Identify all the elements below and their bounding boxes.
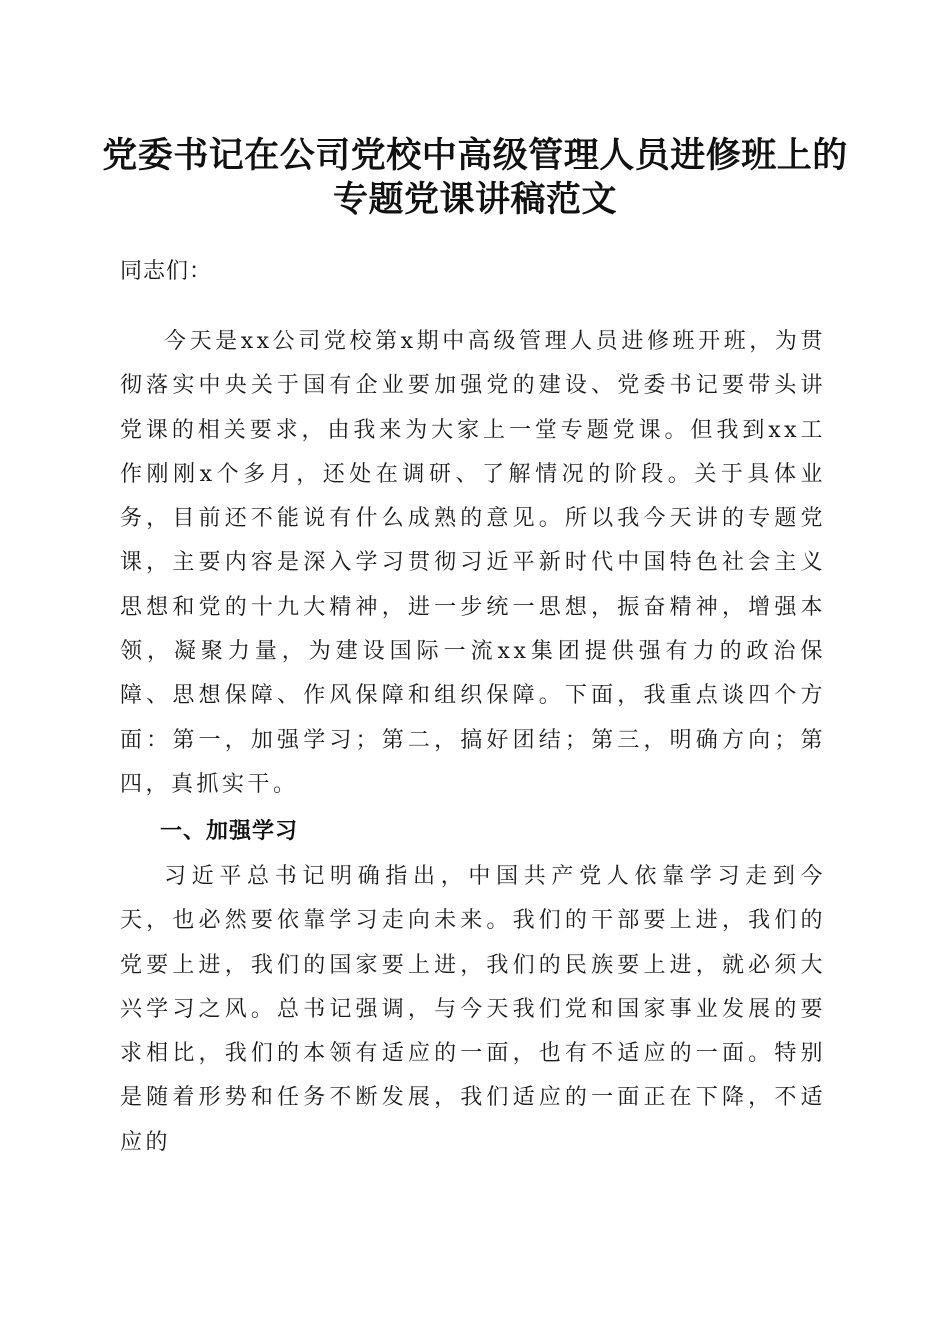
body-paragraph: 今天是xx公司党校第x期中高级管理人员进修班开班，为贯彻落实中央关于国有企业要加强党的建设、党委书记要带头讲党课的相关要求，由我来为大家上一堂专题党课。但我到xx工作刚刚x个多月，还处在调研、了解情况的阶段。关于具体业务，目前还不能说有什么成熟的意见。所以我今天讲的专题党课，主要内容是深入学习贯彻习近平新时代中国特色社会主义思想和党的十九大精神，进一步统一思想，振奋精神，增强本领，凝聚力量，为建设国际一流xx集团提供强有力的政治保障、思想保障、作风保障和组织保障。下面，我重点谈四个方面：第一，加强学习；第二，搞好团结；第三，明确方向；第四，真抓实干。 xyxy=(120,329,826,797)
salutation: 同志们： xyxy=(120,259,213,284)
body-paragraph: 习近平总书记明确指出，中国共产党人依靠学习走到今天，也必然要依靠学习走向未来。我们的干部要上进，我们的党要上进，我们的国家要上进，我们的民族要上进，就必须大兴学习之风。总书记强调，与今天我们党和国家事业发展的要求相比，我们的本领有适应的一面，也有不适应的一面。特别是随着形势和任务不断发展，我们适应的一面正在下降，不适应的 xyxy=(120,864,826,1155)
document-title: 党委书记在公司党校中高级管理人员进修班上的专题党课讲稿范文 xyxy=(102,135,848,220)
section-heading: 一、加强学习 xyxy=(160,819,299,844)
